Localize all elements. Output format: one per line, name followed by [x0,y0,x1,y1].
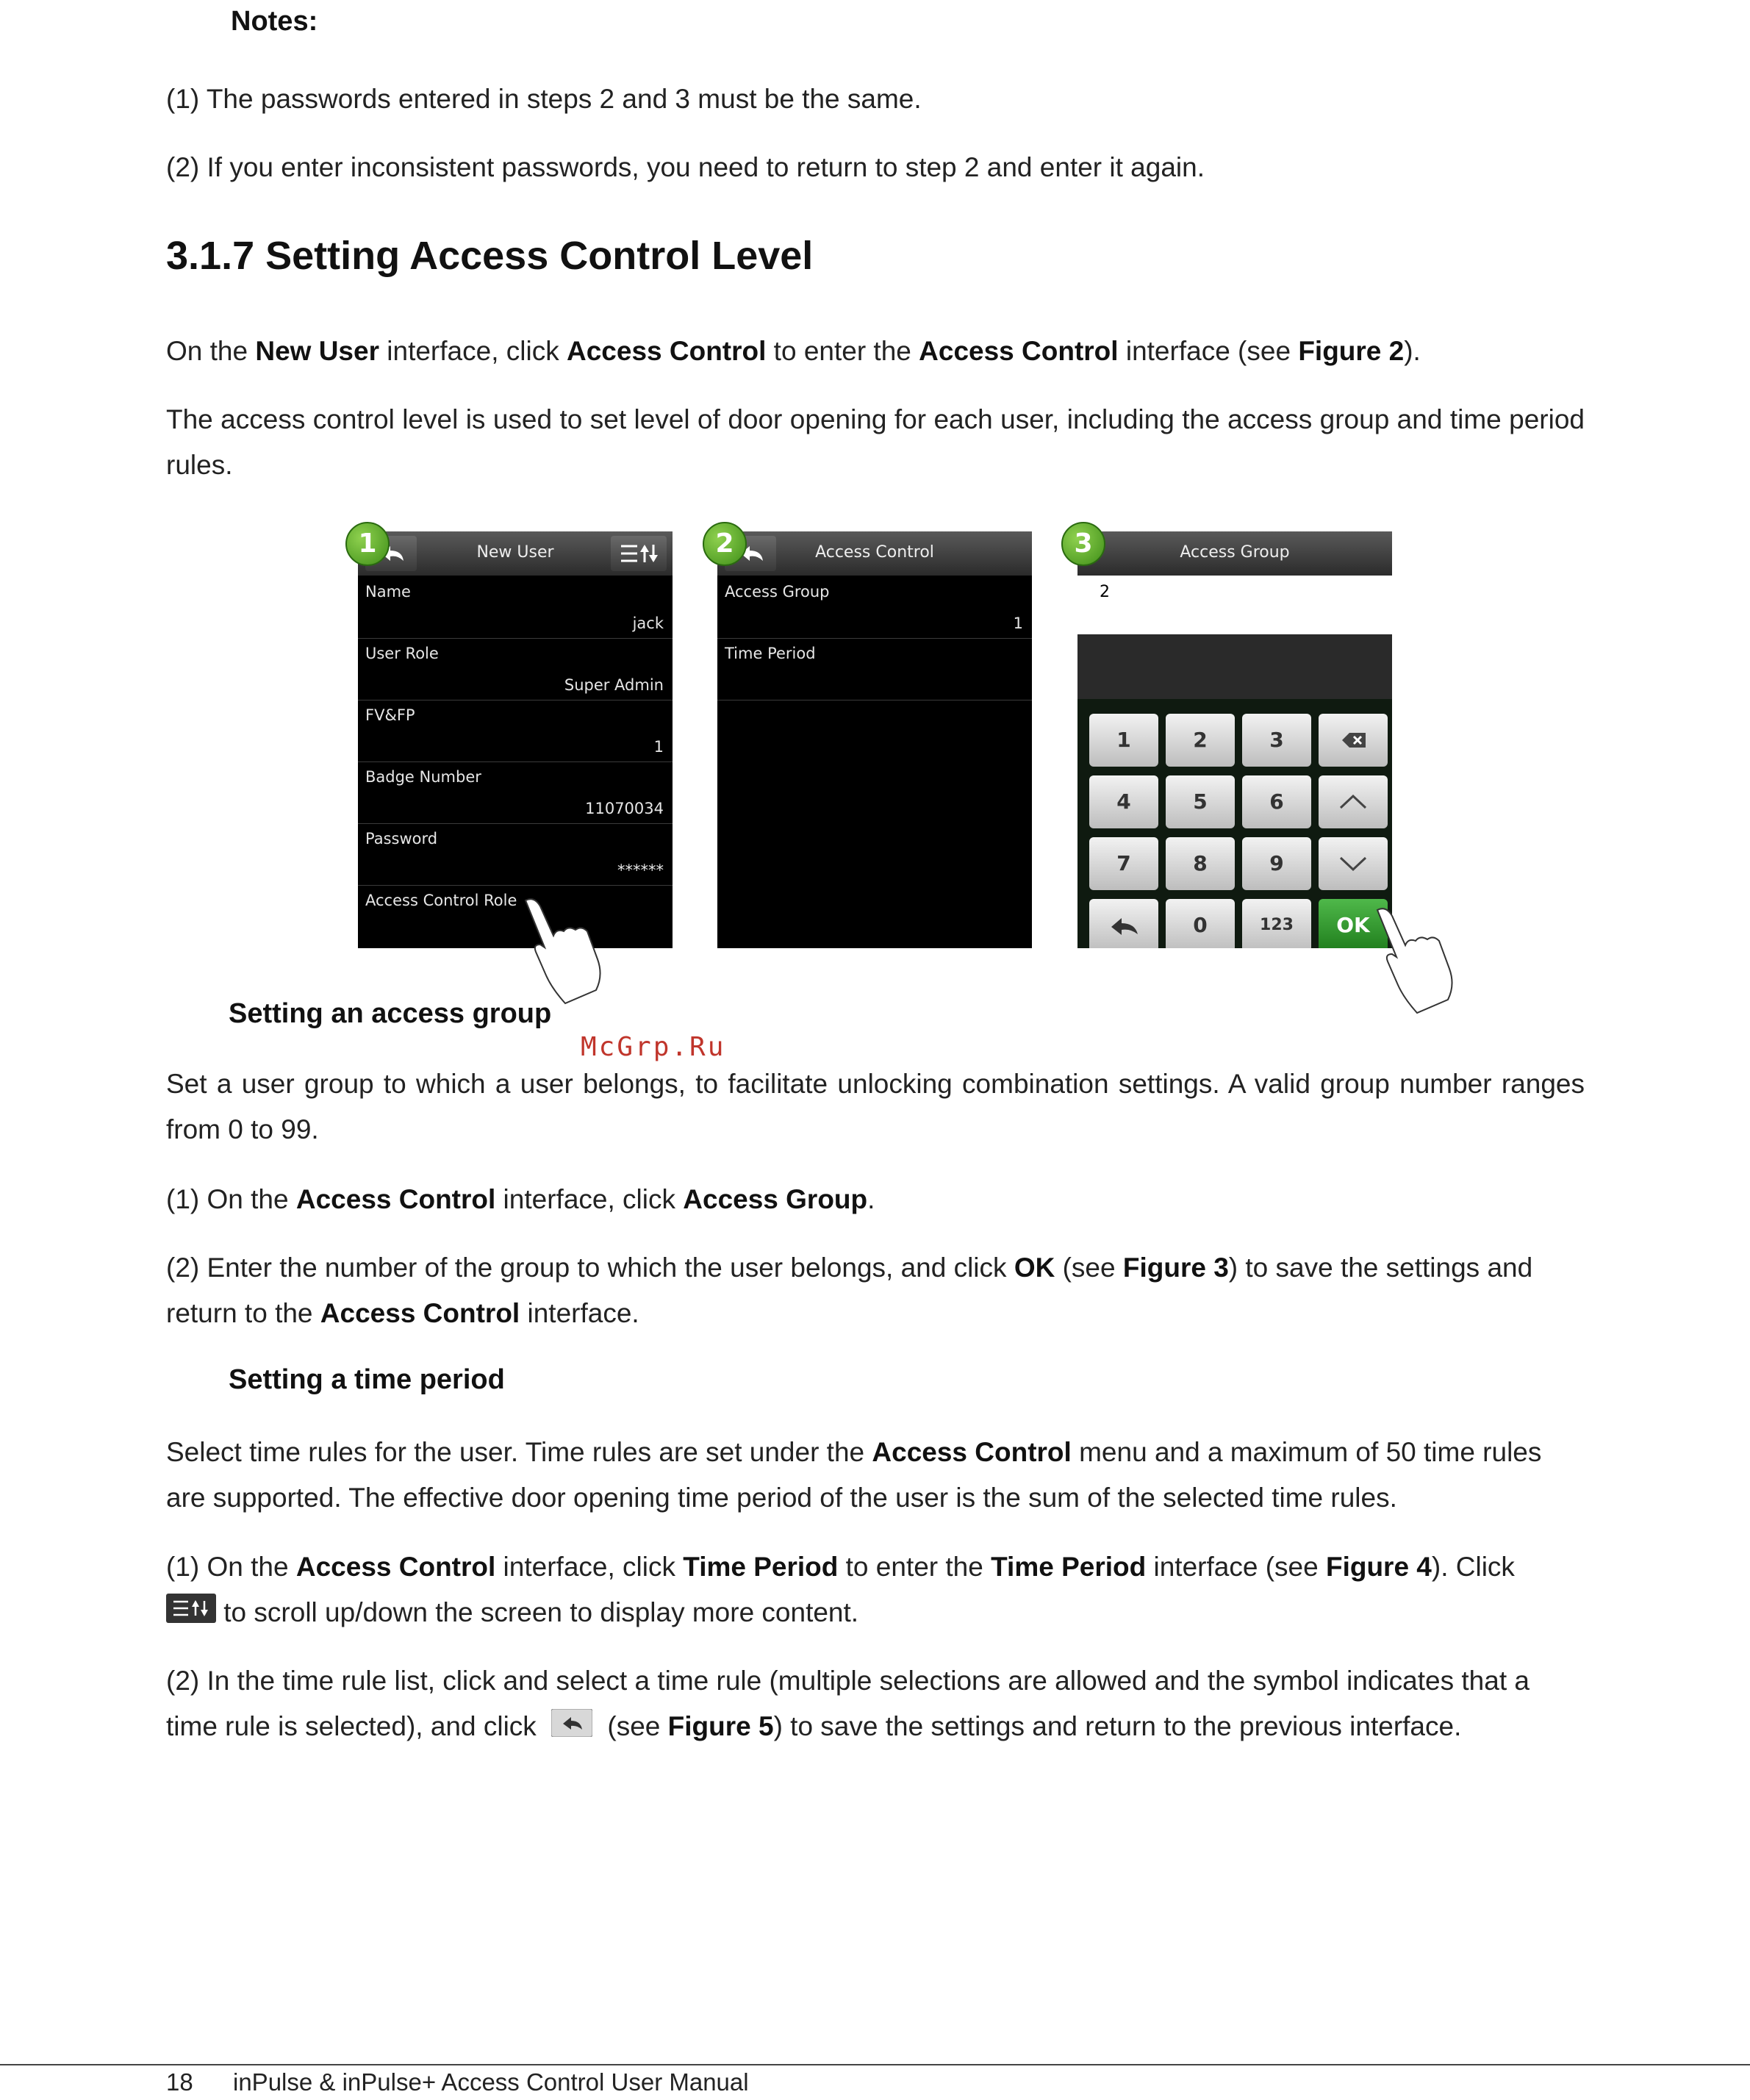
key-4[interactable]: 4 [1089,775,1158,828]
scroll-updown-icon [166,1591,216,1637]
time-period-step-1: (1) On the Access Control interface, click Time Period to enter the Time Period interface (see Figure 4). Click to scroll up/down the screen to display more content. [166,1544,1585,1637]
pointing-hand-icon [518,893,614,1011]
screen3-title: Access Group [1180,543,1290,562]
section-title: 3.1.7 Setting Access Control Level [166,234,814,278]
back-arrow-icon [551,1705,592,1751]
row-user-role[interactable]: User Role Super Admin [358,639,673,700]
access-group-step-1: (1) On the Access Control interface, click Access Group. [166,1184,875,1214]
time-period-heading: Setting a time period [229,1364,505,1395]
up-key[interactable] [1319,775,1388,828]
key-8[interactable]: 8 [1166,837,1235,890]
scroll-updown-icon [611,536,667,571]
backspace-icon [1319,714,1388,767]
row-password[interactable]: Password ****** [358,824,673,886]
screen-access-group [1077,531,1392,948]
row-fv-fp[interactable]: FV&FP 1 [358,700,673,762]
footer-rule [0,2064,1750,2065]
screen3-titlebar [1077,531,1392,576]
screen1-title: New User [476,543,554,562]
key-0[interactable]: 0 [1166,899,1235,948]
time-period-step-2: (2) In the time rule list, click and select a time rule (multiple selections are allowed and the symbol indicates that a time rule is selected), and click (see Figure 5) to save the settings and return to the previous interface. [166,1658,1585,1751]
back-arrow-icon [1089,899,1158,948]
step-badge-2: 2 [703,522,747,566]
backspace-key[interactable] [1319,714,1388,767]
key-9[interactable]: 9 [1242,837,1311,890]
key-5[interactable]: 5 [1166,775,1235,828]
screen2-titlebar [717,531,1032,576]
scroll-menu-button[interactable] [611,536,667,571]
screen-access-control [717,531,1032,948]
notes-heading: Notes: [231,6,318,37]
step-badge-1: 1 [345,522,390,566]
access-group-heading: Setting an access group [229,998,552,1029]
row-access-control-role[interactable]: Access Control Role [365,892,517,909]
time-period-description: Select time rules for the user. Time rules are set under the Access Control menu and a maximum of 50 time rules are supported. The effective door opening time period of the user is the sum of the selected time rules. [166,1437,1542,1513]
manual-title: inPulse & inPulse+ Access Control User Manual [233,2068,749,2096]
note-2: (2) If you enter inconsistent passwords, you need to return to step 2 and enter it again. [166,152,1205,182]
watermark: McGrp.Ru [581,1032,726,1062]
row-time-period[interactable]: Time Period [717,639,1032,700]
note-1: (1) The passwords entered in steps 2 and 3 must be the same. [166,84,922,114]
access-group-step-2: (2) Enter the number of the group to which the user belongs, and click OK (see Figure 3) to save the settings and return to the Access Control interface. [166,1253,1533,1328]
screen2-title: Access Control [815,543,934,562]
down-key[interactable] [1319,837,1388,890]
step-badge-3: 3 [1061,522,1105,566]
group-number-input[interactable]: 2 [1077,576,1392,634]
key-1[interactable]: 1 [1089,714,1158,767]
chevron-down-icon [1319,837,1388,890]
row-access-group[interactable]: Access Group 1 [717,577,1032,639]
row-name[interactable]: Name jack [358,577,673,639]
chevron-up-icon [1319,775,1388,828]
ok-key[interactable]: OK [1319,899,1388,948]
intro-paragraph-1: On the New User interface, click Access Control to enter the Access Control interface (see Figure 2). [166,336,1421,366]
key-3[interactable]: 3 [1242,714,1311,767]
screen1-titlebar [358,531,673,576]
key-2[interactable]: 2 [1166,714,1235,767]
key-6[interactable]: 6 [1242,775,1311,828]
back-key[interactable] [1089,899,1158,948]
page-number: 18 [166,2068,193,2096]
row-badge-number[interactable]: Badge Number 11070034 [358,762,673,824]
screen-new-user [358,531,673,948]
key-7[interactable]: 7 [1089,837,1158,890]
intro-paragraph-2: The access control level is used to set level of door opening for each user, including the access group and time period rules. [166,404,1585,480]
pointing-hand-icon [1370,903,1466,1020]
access-group-description: Set a user group to which a user belongs, to facilitate unlocking combination settings. A valid group number ranges from 0 to 99. [166,1069,1585,1144]
key-123[interactable]: 123 [1242,899,1311,948]
numeric-keypad [1077,634,1392,948]
